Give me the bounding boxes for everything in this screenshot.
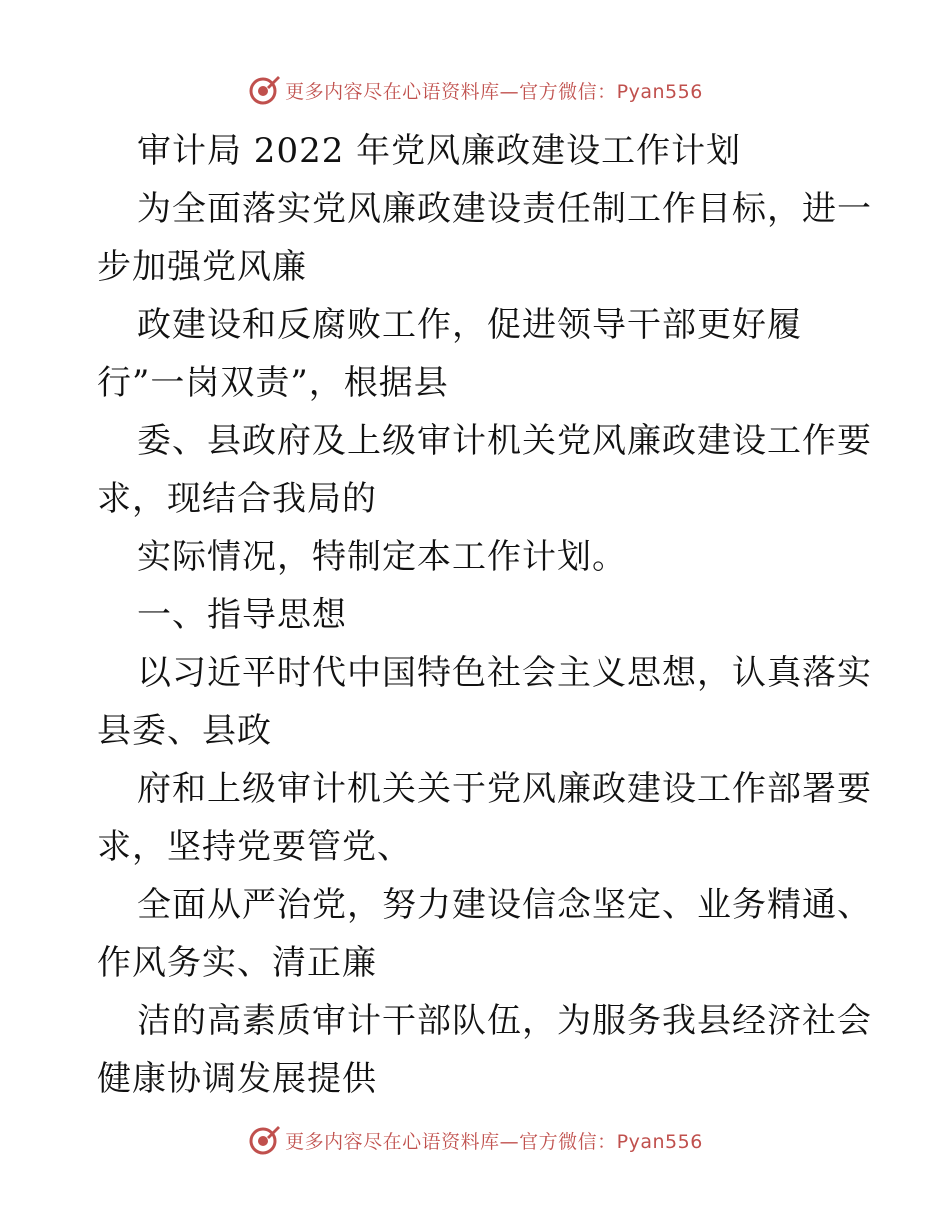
text-line: 以习近平时代中国特色社会主义思想，认真落实 — [137, 653, 872, 693]
text-line: 县委、县政 — [97, 711, 272, 751]
text-line: 作风务实、清正廉 — [97, 943, 377, 983]
watermark-header — [0, 70, 950, 110]
text-line: 行”一岗双责”，根据县 — [97, 363, 449, 403]
watermark-text: 更多内容尽在心语资料库—官方微信：Pyan556 — [285, 80, 703, 103]
document-title: 审计局 2022 年党风廉政建设工作计划 — [137, 131, 742, 171]
text-line: 政建设和反腐败工作，促进领导干部更好履 — [137, 305, 802, 345]
text-line: 一、指导思想 — [137, 595, 347, 635]
watermark-footer — [0, 1120, 950, 1160]
text-line: 健康协调发展提供 — [97, 1059, 377, 1099]
text-line: 委、县政府及上级审计机关党风廉政建设工作要 — [137, 421, 872, 461]
text-line: 为全面落实党风廉政建设责任制工作目标，进一 — [137, 189, 872, 229]
text-line: 求，坚持党要管党、 — [97, 827, 412, 867]
text-line: 全面从严治党，努力建设信念坚定、业务精通、 — [137, 885, 872, 925]
text-line: 实际情况，特制定本工作计划。 — [137, 537, 627, 577]
pen-logo-icon — [247, 73, 281, 107]
document-body — [97, 122, 872, 1108]
pen-logo-icon — [247, 1123, 281, 1157]
text-line: 步加强党风廉 — [97, 247, 307, 287]
text-line: 求，现结合我局的 — [97, 479, 377, 519]
watermark-text: 更多内容尽在心语资料库—官方微信：Pyan556 — [285, 1130, 703, 1153]
text-line: 府和上级审计机关关于党风廉政建设工作部署要 — [137, 769, 872, 809]
text-line: 洁的高素质审计干部队伍，为服务我县经济社会 — [137, 1001, 872, 1041]
